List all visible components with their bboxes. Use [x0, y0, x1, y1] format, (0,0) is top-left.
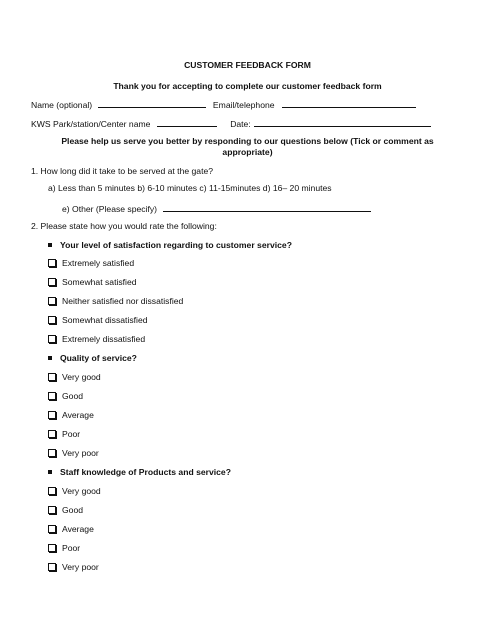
name-row — [31, 98, 416, 111]
checkbox-icon[interactable] — [48, 430, 56, 438]
option-row[interactable] — [48, 372, 101, 383]
option-row[interactable] — [48, 334, 145, 345]
thank-you-text: Thank you for accepting to complete our customer feedback form — [113, 81, 382, 91]
option-label: Very good — [62, 486, 101, 496]
checkbox-icon[interactable] — [48, 525, 56, 533]
option-row[interactable] — [48, 391, 83, 402]
option-row[interactable] — [48, 524, 94, 535]
option-label: Somewhat satisfied — [62, 277, 137, 287]
park-row — [31, 117, 431, 130]
option-label: Good — [62, 391, 84, 401]
option-row[interactable] — [48, 562, 99, 573]
form-title: CUSTOMER FEEDBACK FORM — [184, 60, 311, 70]
option-label: Extremely satisfied — [62, 258, 135, 268]
checkbox-icon[interactable] — [48, 316, 56, 324]
email-label: Email/telephone — [212, 100, 275, 110]
option-row[interactable] — [48, 410, 94, 421]
option-label: Extremely dissatisfied — [62, 334, 146, 344]
checkbox-icon[interactable] — [48, 373, 56, 381]
checkbox-icon[interactable] — [48, 259, 56, 267]
checkbox-icon[interactable] — [48, 335, 56, 343]
instruction-line-1: Please help us serve you better by responding to our questions below (Tick or comment as — [61, 136, 434, 146]
section-title: Staff knowledge of Products and service? — [60, 467, 231, 477]
option-label: Somewhat dissatisfied — [62, 315, 148, 325]
option-label: Good — [62, 505, 84, 515]
checkbox-icon[interactable] — [48, 411, 56, 419]
checkbox-icon[interactable] — [48, 487, 56, 495]
option-label: Poor — [62, 429, 81, 439]
name-field[interactable] — [98, 98, 206, 108]
instruction-line-2: appropriate) — [222, 147, 273, 157]
date-label: Date: — [230, 119, 251, 129]
checkbox-icon[interactable] — [48, 297, 56, 305]
option-row[interactable] — [48, 315, 148, 326]
option-row[interactable] — [48, 296, 183, 307]
section-heading — [48, 353, 137, 364]
date-field[interactable] — [254, 117, 431, 127]
checkbox-icon[interactable] — [48, 449, 56, 457]
option-row[interactable] — [48, 448, 99, 459]
bullet-square-icon — [48, 470, 52, 474]
email-field[interactable] — [282, 98, 416, 108]
option-label: Very poor — [62, 562, 99, 572]
option-label: Poor — [62, 543, 81, 553]
other-specify-field[interactable] — [163, 202, 371, 212]
bullet-square-icon — [48, 243, 52, 247]
option-label: Average — [62, 410, 94, 420]
option-row[interactable] — [48, 258, 134, 269]
option-row[interactable] — [48, 486, 101, 497]
checkbox-icon[interactable] — [48, 278, 56, 286]
checkbox-icon[interactable] — [48, 544, 56, 552]
option-label: Very good — [62, 372, 101, 382]
checkbox-icon[interactable] — [48, 563, 56, 571]
option-label: Average — [62, 524, 94, 534]
question-2: 2. Please state how you would rate the following: — [31, 221, 217, 231]
question-1: 1. How long did it take to be served at the gate? — [31, 166, 214, 176]
question-1-other-label: e) Other (Please specify) — [62, 204, 158, 214]
option-row[interactable] — [48, 505, 83, 516]
option-label: Neither satisfied nor dissatisfied — [62, 296, 184, 306]
question-1-other-row — [62, 202, 371, 215]
section-title: Quality of service? — [60, 353, 137, 363]
option-row[interactable] — [48, 429, 80, 440]
option-label: Very poor — [62, 448, 99, 458]
section-title: Your level of satisfaction regarding to customer service? — [60, 240, 292, 250]
section-heading — [48, 467, 231, 478]
checkbox-icon[interactable] — [48, 506, 56, 514]
kws-label: KWS Park/station/Center name — [31, 119, 151, 129]
question-1-options: a) Less than 5 minutes b) 6-10 minutes c) 11-15minutes d) 16– 20 minutes — [48, 183, 332, 193]
option-row[interactable] — [48, 543, 80, 554]
bullet-square-icon — [48, 356, 52, 360]
option-row[interactable] — [48, 277, 137, 288]
kws-field[interactable] — [157, 117, 217, 127]
section-heading — [48, 240, 292, 251]
checkbox-icon[interactable] — [48, 392, 56, 400]
name-label: Name (optional) — [31, 100, 93, 110]
